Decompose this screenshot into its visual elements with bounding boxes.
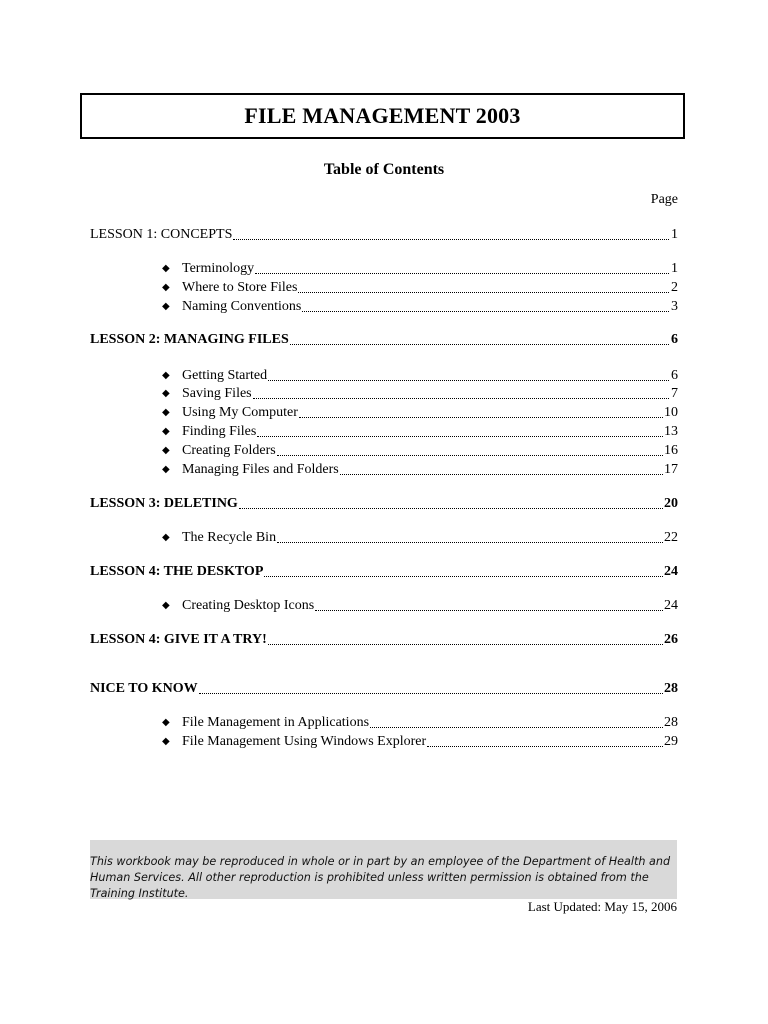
page-column-header: Page [650, 192, 678, 207]
toc-entry-label: LESSON 3: DELETING [90, 496, 238, 511]
toc-subentry [162, 367, 678, 385]
diamond-bullet-icon: ◆ [162, 736, 170, 747]
notice-text: This workbook may be reproduced in whole or in part by an employee of the Department of Health and Human Services. All other reproduction is prohibited unless written permission is obtained from the Training Institute. [90, 855, 671, 900]
diamond-bullet-icon: ◆ [162, 532, 170, 543]
toc-subentry [162, 714, 678, 732]
toc-lesson-entry [90, 226, 678, 244]
toc-subentry [162, 385, 678, 403]
dot-leader [302, 311, 669, 312]
diamond-bullet-icon: ◆ [162, 388, 170, 399]
toc-entry-label: LESSON 4: GIVE IT A TRY! [90, 632, 267, 647]
dot-leader [427, 746, 663, 747]
toc-page-number: 1 [671, 227, 678, 242]
toc-page-number: 7 [671, 386, 678, 401]
toc-entry-label: Creating Folders [182, 443, 276, 458]
reproduction-notice [90, 840, 677, 899]
dot-leader [277, 455, 663, 456]
toc-page-number: 6 [671, 332, 678, 347]
toc-lesson-entry [90, 331, 678, 349]
diamond-bullet-icon: ◆ [162, 600, 170, 611]
toc-page-number: 16 [664, 443, 678, 458]
toc-page-number: 13 [664, 424, 678, 439]
last-updated: Last Updated: May 15, 2006 [527, 899, 677, 914]
dot-leader [298, 292, 669, 293]
toc-page-number: 10 [664, 405, 678, 420]
toc-page-number: 6 [671, 368, 678, 383]
toc-entry-label: LESSON 1: CONCEPTS [90, 227, 233, 242]
toc-subentry [162, 597, 678, 615]
dot-leader [239, 508, 663, 509]
diamond-bullet-icon: ◆ [162, 282, 170, 293]
diamond-bullet-icon: ◆ [162, 370, 170, 381]
toc-entry-label: Getting Started [182, 368, 268, 383]
toc-entry-label: File Management Using Windows Explorer [182, 734, 427, 749]
toc-page-number: 3 [671, 299, 678, 314]
toc-entry-label: Using My Computer [182, 405, 298, 420]
dot-leader [299, 417, 663, 418]
toc-subentry [162, 404, 678, 422]
toc-page-number: 24 [664, 564, 678, 579]
toc-lesson-entry [90, 631, 678, 649]
toc-lesson-entry [90, 680, 678, 698]
dot-leader [315, 610, 663, 611]
toc-entry-label: Creating Desktop Icons [182, 598, 315, 613]
toc-page-number: 28 [664, 715, 678, 730]
diamond-bullet-icon: ◆ [162, 717, 170, 728]
toc-lesson-entry [90, 563, 678, 581]
diamond-bullet-icon: ◆ [162, 445, 170, 456]
toc-subentry [162, 442, 678, 460]
dot-leader [233, 239, 669, 240]
toc-page-number: 22 [664, 530, 678, 545]
toc-entry-label: Managing Files and Folders [182, 462, 339, 477]
dot-leader [268, 380, 669, 381]
toc-page-number: 28 [664, 681, 678, 696]
toc-lesson-entry [90, 495, 678, 513]
toc-page-number: 1 [671, 261, 678, 276]
dot-leader [268, 644, 663, 645]
dot-leader [253, 398, 669, 399]
dot-leader [277, 542, 663, 543]
dot-leader [257, 436, 663, 437]
toc-page-number: 17 [664, 462, 678, 477]
toc-entry-label: Saving Files [182, 386, 252, 401]
toc-page-number: 20 [664, 496, 678, 511]
toc-entry-label: Where to Store Files [182, 280, 298, 295]
diamond-bullet-icon: ◆ [162, 464, 170, 475]
document-title: FILE MANAGEMENT 2003 [244, 103, 521, 128]
toc-page-number: 24 [664, 598, 678, 613]
dot-leader [264, 576, 663, 577]
toc-page-number: 29 [664, 734, 678, 749]
diamond-bullet-icon: ◆ [162, 301, 170, 312]
dot-leader [199, 693, 663, 694]
toc-subentry [162, 733, 678, 751]
dot-leader [290, 344, 669, 345]
toc-entry-label: Finding Files [182, 424, 257, 439]
toc-entry-label: LESSON 2: MANAGING FILES [90, 332, 289, 347]
toc-heading: Table of Contents [323, 161, 445, 178]
toc-page-number: 2 [671, 280, 678, 295]
diamond-bullet-icon: ◆ [162, 407, 170, 418]
dot-leader [255, 273, 669, 274]
toc-entry-label: File Management in Applications [182, 715, 370, 730]
toc-subentry [162, 298, 678, 316]
toc-entry-label: The Recycle Bin [182, 530, 277, 545]
toc-subentry [162, 423, 678, 441]
toc-entry-label: LESSON 4: THE DESKTOP [90, 564, 264, 579]
diamond-bullet-icon: ◆ [162, 426, 170, 437]
toc-subentry [162, 260, 678, 278]
toc-entry-label: NICE TO KNOW [90, 681, 198, 696]
toc-page-number: 26 [664, 632, 678, 647]
toc-subentry [162, 461, 678, 479]
dot-leader [370, 727, 663, 728]
title-box [80, 93, 685, 139]
dot-leader [340, 474, 663, 475]
toc-subentry [162, 529, 678, 547]
toc-entry-label: Terminology [182, 261, 255, 276]
toc-entry-label: Naming Conventions [182, 299, 302, 314]
diamond-bullet-icon: ◆ [162, 263, 170, 274]
toc-subentry [162, 279, 678, 297]
